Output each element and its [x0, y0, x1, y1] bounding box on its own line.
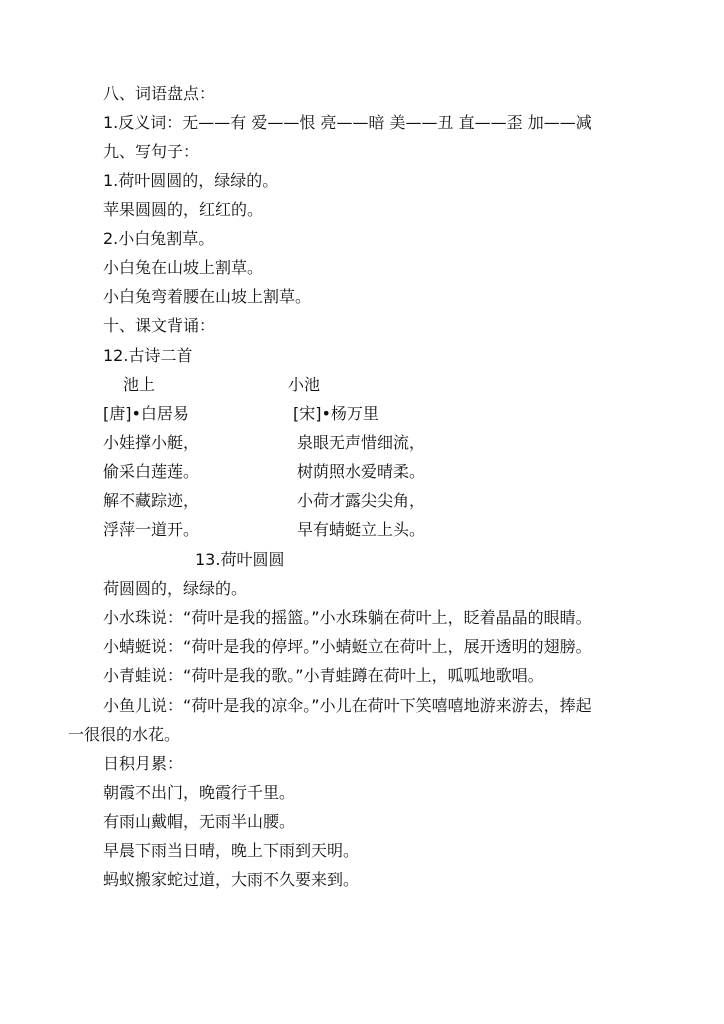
poem2-author: [宋]•杨万里: [293, 404, 379, 423]
proverb-line: 朝霞不出门，晚霞行千里。: [103, 783, 296, 802]
poem2-line: 小荷才露尖尖角，: [297, 491, 426, 510]
lesson13-line: 小水珠说：“荷叶是我的摇篮。”小水珠躺在荷叶上，眨着晶晶的眼睛。: [103, 608, 592, 627]
antonyms-line: 1.反义词：无——有 爱——恨 亮——暗 美——丑 直——歪 加——减: [103, 113, 592, 132]
poem1-line: 偷采白莲莲。: [103, 462, 200, 481]
section-heading-sentences: 九、写句子：: [103, 142, 200, 161]
poem1-line: 小娃撑小艇，: [103, 433, 200, 452]
section-heading-recitation: 十、课文背诵：: [103, 316, 216, 335]
proverb-line: 蚂蚁搬家蛇过道，大雨不久要来到。: [103, 870, 360, 889]
lesson13-line: 一很很的水花。: [68, 725, 181, 744]
lesson13-line: 荷圆圆的，绿绿的。: [103, 579, 248, 598]
lesson13-line: 小青蛙说：“荷叶是我的歌。”小青蛙蹲在荷叶上，呱呱地歌唱。: [103, 666, 544, 685]
sentence-line: 苹果圆圆的，红红的。: [103, 200, 264, 219]
lesson13-line: 小蜻蜓说：“荷叶是我的停坪。”小蜻蜓立在荷叶上，展开透明的翅膀。: [103, 637, 592, 656]
poems-title: 12.古诗二首: [103, 346, 193, 365]
poem1-author: [唐]•白居易: [103, 404, 189, 423]
proverb-line: 有雨山戴帽，无雨半山腰。: [103, 812, 296, 831]
section-heading-daily: 日积月累：: [103, 754, 184, 773]
sentence-line: 1.荷叶圆圆的，绿绿的。: [103, 171, 279, 190]
poem2-title: 小池: [288, 375, 321, 394]
sentence-line: 2.小白兔割草。: [103, 229, 215, 248]
sentence-line: 小白兔在山坡上割草。: [103, 258, 264, 277]
sentence-line: 小白兔弯着腰在山坡上割草。: [103, 287, 312, 306]
poem1-title: 池上: [123, 375, 156, 394]
poem1-line: 浮萍一道开。: [103, 520, 200, 539]
lesson13-title: 13.荷叶圆圆: [195, 550, 285, 569]
poem2-line: 泉眼无声惜细流，: [297, 433, 426, 452]
poem2-line: 树荫照水爱晴柔。: [297, 462, 426, 481]
proverb-line: 早晨下雨当日晴，晚上下雨到天明。: [103, 841, 360, 860]
lesson13-line: 小鱼儿说：“荷叶是我的凉伞。”小儿在荷叶下笑嘻嘻地游来游去，捧起: [103, 696, 592, 715]
section-heading-vocab: 八、词语盘点：: [103, 84, 216, 103]
poem2-line: 早有蜻蜓立上头。: [297, 520, 426, 539]
poem1-line: 解不藏踪迹，: [103, 491, 200, 510]
